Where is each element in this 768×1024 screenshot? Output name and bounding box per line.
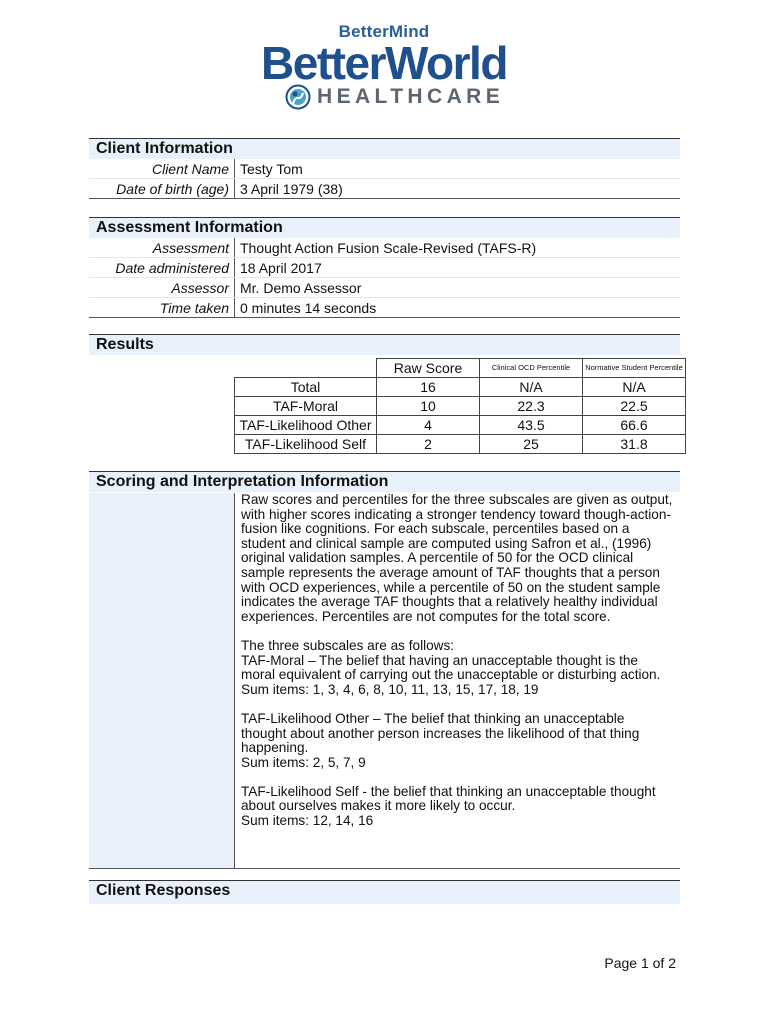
column-header: Raw Score [377, 359, 480, 378]
interpretation-text [241, 493, 673, 829]
table-row [235, 378, 686, 397]
field-label: Assessor [89, 278, 235, 298]
raw-score: 10 [377, 397, 480, 416]
table-header-row [235, 359, 686, 378]
taf-other-items: Sum items: 2, 5, 7, 9 [241, 754, 366, 770]
clinical-percentile: N/A [480, 378, 583, 397]
company-logo [0, 0, 768, 120]
table-row [89, 238, 680, 258]
assessment-information-section [89, 217, 680, 318]
table-row [235, 416, 686, 435]
section-heading: Assessment Information [89, 217, 680, 238]
field-label: Date administered [89, 258, 235, 278]
field-label: Client Name [89, 159, 235, 179]
table-row [89, 278, 680, 298]
logo-brand-top: BetterMind [338, 22, 430, 41]
field-label: Time taken [89, 298, 235, 318]
subscale-name: TAF-Likelihood Other [235, 416, 377, 435]
field-value: 0 minutes 14 seconds [235, 298, 681, 318]
results-section [89, 334, 680, 355]
field-label: Assessment [89, 238, 235, 258]
taf-moral-items: Sum items: 1, 3, 4, 6, 8, 10, 11, 13, 15, 17, 18, 19 [241, 681, 539, 697]
client-information-section [89, 138, 680, 199]
table-row [89, 179, 680, 199]
field-value: 18 April 2017 [235, 258, 681, 278]
client-responses-section [89, 880, 680, 904]
field-label: Date of birth (age) [89, 179, 235, 199]
table-row [89, 258, 680, 278]
table-row [235, 397, 686, 416]
normative-percentile: 31.8 [583, 435, 686, 454]
subscale-name: Total [235, 378, 377, 397]
section-heading: Results [89, 334, 680, 355]
section-heading: Client Information [89, 138, 680, 159]
blank-header-cell [235, 359, 377, 378]
page-number: Page 1 of 2 [604, 955, 676, 971]
section-heading: Scoring and Interpretation Information [89, 471, 680, 492]
subscale-name: TAF-Likelihood Self [235, 435, 377, 454]
taf-moral-description: TAF-Moral – The belief that having an unacceptable thought is the moral equivalent of carrying out the unacceptable or disturbing action. [241, 652, 661, 683]
subscales-intro: The three subscales are as follows: [241, 637, 455, 653]
scoring-interpretation-body [89, 493, 680, 869]
table-row [89, 159, 680, 179]
field-value: Mr. Demo Assessor [235, 278, 681, 298]
table-row [235, 435, 686, 454]
taf-self-description: TAF-Likelihood Self - the belief that thinking an unacceptable thought about ourselves makes it more likely to occur. [241, 783, 656, 814]
logo-emblem-icon [285, 84, 311, 110]
taf-self-items: Sum items: 12, 14, 16 [241, 813, 374, 829]
raw-score: 4 [377, 416, 480, 435]
field-value: Thought Action Fusion Scale-Revised (TAFS-R) [235, 238, 681, 258]
raw-score: 16 [377, 378, 480, 397]
clinical-percentile: 22.3 [480, 397, 583, 416]
normative-percentile: 22.5 [583, 397, 686, 416]
results-table [234, 358, 686, 454]
logo-brand-main: BetterWorld [261, 37, 507, 89]
field-value: 3 April 1979 (38) [235, 179, 681, 199]
subscale-name: TAF-Moral [235, 397, 377, 416]
taf-other-description: TAF-Likelihood Other – The belief that thinking an unacceptable thought about another person increases the likelihood of that thing happening. [241, 710, 640, 756]
interpretation-paragraph: Raw scores and percentiles for the three subscales are given as output, with higher scores indicating a stronger tendency toward though-action-fusion like cognitions. For each subscale, percentiles based on a student and clinical sample are computed using Safron et al., (1996) original validation samples. A percentile of 50 for the OCD clinical sample represents the average amount of TAF thoughts that a person with OCD experiences, while a percentile of 50 on the student sample indicates the average TAF thoughts that a relatively healthy individual experiences. Percentiles are not computes for the total score. [241, 492, 673, 624]
raw-score: 2 [377, 435, 480, 454]
field-value: Testy Tom [235, 159, 681, 179]
scoring-section [89, 471, 680, 492]
label-column [89, 493, 235, 868]
logo-brand-sub: HEALTHCARE [317, 85, 505, 108]
column-header: Normative Student Percentile [583, 359, 686, 378]
clinical-percentile: 25 [480, 435, 583, 454]
section-heading: Client Responses [89, 880, 680, 904]
assessment-info-table [89, 238, 680, 318]
table-row [89, 298, 680, 318]
normative-percentile: 66.6 [583, 416, 686, 435]
client-info-table [89, 159, 680, 199]
column-header: Clinical OCD Percentile [480, 359, 583, 378]
clinical-percentile: 43.5 [480, 416, 583, 435]
normative-percentile: N/A [583, 378, 686, 397]
